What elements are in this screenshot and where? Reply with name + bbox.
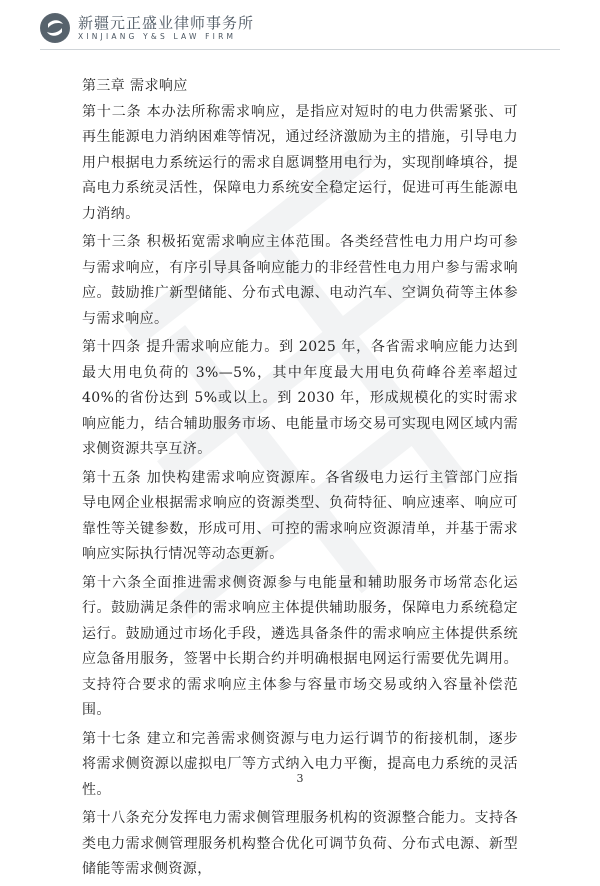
document-body xyxy=(82,74,518,886)
firm-name-cn: 新疆元正盛业律师事务所 xyxy=(78,13,255,32)
firm-name xyxy=(78,15,254,42)
article-13: 第十三条 积极拓宽需求响应主体范围。各类经营性电力用户均可参与需求响应，有序引导具备响应能力的非经营性电力用户参与需求响应。鼓励推广新型储能、分布式电源、电动汽车、空调负荷等主体参与需求响应。 xyxy=(82,234,518,327)
chapter-title: 第三章 需求响应 xyxy=(82,78,188,94)
firm-logo-icon xyxy=(40,13,70,43)
article-12: 第十二条 本办法所称需求响应，是指应对短时的电力供需紧张、可再生能源电力消纳困难等情况，通过经济激励为主的措施，引导电力用户根据电力系统运行的需求自愿调整用电行为，实现削峰填谷，提高电力系统灵活性，保障电力系统安全稳定运行，促进可再生能源电力消纳。 xyxy=(82,103,518,222)
article-15: 第十五条 加快构建需求响应资源库。各省级电力运行主管部门应指导电网企业根据需求响应的资源类型、负荷特征、响应速率、响应可靠性等关键参数，形成可用、可控的需求响应资源清单，并基于需求响应实际执行情况等动态更新。 xyxy=(82,469,518,562)
article-14: 第十四条 提升需求响应能力。到 2025 年，各省需求响应能力达到最大用电负荷的 3%—5%，其中年度最大用电负荷峰谷差率超过 40%的省份达到 5%或以上。到 2030 年，形成规模化的实时需求响应能力，结合辅助服务市场、电能量市场交易可实现电网区域内需求侧资源共享互济。 xyxy=(82,339,518,457)
page-number: 3 xyxy=(296,772,304,785)
article-16: 第十六条全面推进需求侧资源参与电能量和辅助服务市场常态化运行。鼓励满足条件的需求响应主体提供辅助服务，保障电力系统稳定运行。鼓励通过市场化手段，遴选具备条件的需求响应主体提供系统应急备用服务，签署中长期合约并明确根据电网运行需要优先调用。支持符合要求的需求响应主体参与容量市场交易或纳入容量补偿范围。 xyxy=(82,574,518,718)
article-18: 第十八条充分发挥电力需求侧管理服务机构的资源整合能力。支持各类电力需求侧管理服务机构整合优化可调节负荷、分布式电源、新型储能等需求侧资源， xyxy=(82,810,518,877)
header-divider xyxy=(40,49,560,50)
firm-name-en: XINJIANG Y&S LAW FIRM xyxy=(78,32,237,42)
article-17: 第十七条 建立和完善需求侧资源与电力运行调节的衔接机制，逐步将需求侧资源以虚拟电厂等方式纳入电力平衡，提高电力系统的灵活性。 xyxy=(82,730,518,798)
page-header xyxy=(40,8,560,48)
